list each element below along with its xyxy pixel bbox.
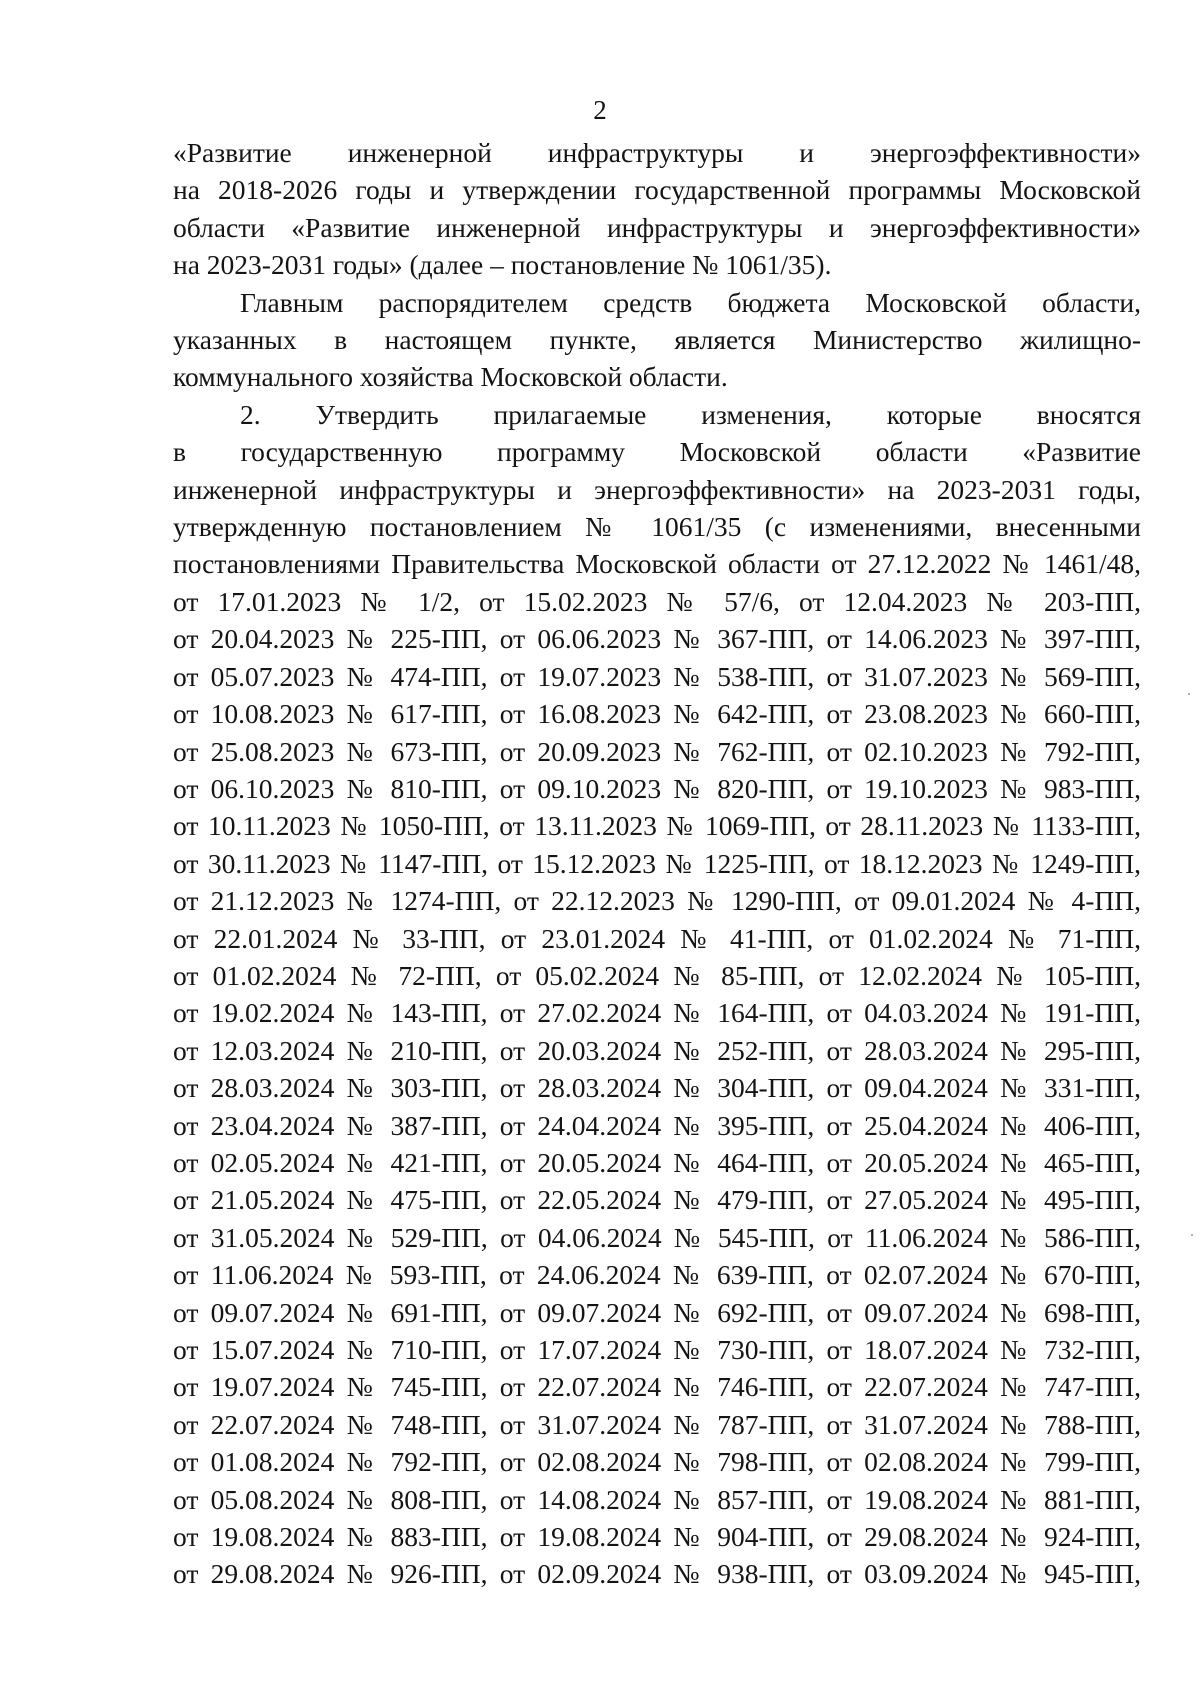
text-line: от 01.02.2024 № 72-ПП, от 05.02.2024 № 85-ПП, от 12.02.2024 № 105-ПП, bbox=[173, 959, 1141, 991]
text-line: от 09.07.2024 № 691-ПП, от 09.07.2024 № 692-ПП, от 09.07.2024 № 698-ПП, bbox=[173, 1296, 1141, 1328]
text-line: от 23.04.2024 № 387-ПП, от 24.04.2024 № 395-ПП, от 25.04.2024 № 406-ПП, bbox=[173, 1109, 1141, 1141]
document-body bbox=[173, 134, 1141, 1593]
text-line: от 05.08.2024 № 808-ПП, от 14.08.2024 № 857-ПП, от 19.08.2024 № 881-ПП, bbox=[173, 1483, 1141, 1515]
text-line: от 31.05.2024 № 529-ПП, от 04.06.2024 № 545-ПП, от 11.06.2024 № 586-ПП, bbox=[173, 1221, 1141, 1253]
text-line: от 12.03.2024 № 210-ПП, от 20.03.2024 № 252-ПП, от 28.03.2024 № 295-ПП, bbox=[173, 1034, 1141, 1066]
text-line: инженерной инфраструктуры и энергоэффективности» на 2023-2031 годы, bbox=[173, 473, 1141, 505]
text-line: от 05.07.2023 № 474-ПП, от 19.07.2023 № 538-ПП, от 31.07.2023 № 569-ПП, bbox=[173, 660, 1141, 692]
page-number: 2 bbox=[593, 95, 607, 125]
text-line: «Развитие инженерной инфраструктуры и энергоэффективности» bbox=[173, 137, 1141, 168]
text-line: указанных в настоящем пункте, является Министерство жилищно- bbox=[173, 324, 1141, 356]
scan-speck bbox=[1191, 1234, 1193, 1236]
text-line: от 30.11.2023 № 1147-ПП, от 15.12.2023 № 1225-ПП, от 18.12.2023 № 1249-ПП, bbox=[173, 847, 1141, 879]
text-line: от 19.08.2024 № 883-ПП, от 19.08.2024 № 904-ПП, от 29.08.2024 № 924-ПП, bbox=[173, 1521, 1141, 1553]
text-line: области «Развитие инженерной инфраструктуры и энергоэффективности» bbox=[173, 211, 1141, 243]
text-line: от 17.01.2023 № 1/2, от 15.02.2023 № 57/6, от 12.04.2023 № 203-ПП, bbox=[173, 585, 1141, 617]
text-line: от 22.01.2024 № 33-ПП, от 23.01.2024 № 41-ПП, от 01.02.2024 № 71-ПП, bbox=[173, 922, 1141, 954]
text-line: от 20.04.2023 № 225-ПП, от 06.06.2023 № 367-ПП, от 14.06.2023 № 397-ПП, bbox=[173, 623, 1141, 655]
paragraph-first-line: Главным распорядителем средств бюджета Московской области, bbox=[240, 286, 1141, 318]
text-line: от 19.07.2024 № 745-ПП, от 22.07.2024 № 746-ПП, от 22.07.2024 № 747-ПП, bbox=[173, 1371, 1141, 1403]
text-line: на 2018-2026 годы и утверждении государственной программы Московской bbox=[173, 174, 1141, 206]
text-line: от 01.08.2024 № 792-ПП, от 02.08.2024 № 798-ПП, от 02.08.2024 № 799-ПП, bbox=[173, 1446, 1141, 1478]
text-line: от 10.08.2023 № 617-ПП, от 16.08.2023 № 642-ПП, от 23.08.2023 № 660-ПП, bbox=[173, 698, 1141, 730]
text-line: от 06.10.2023 № 810-ПП, от 09.10.2023 № 820-ПП, от 19.10.2023 № 983-ПП, bbox=[173, 772, 1141, 804]
text-line: от 25.08.2023 № 673-ПП, от 20.09.2023 № 762-ПП, от 02.10.2023 № 792-ПП, bbox=[173, 735, 1141, 767]
text-line: от 21.12.2023 № 1274-ПП, от 22.12.2023 № 1290-ПП, от 09.01.2024 № 4-ПП, bbox=[173, 885, 1141, 917]
text-line: в государственную программу Московской области «Развитие bbox=[173, 436, 1141, 468]
text-line: постановлениями Правительства Московской области от 27.12.2022 № 1461/48, bbox=[173, 548, 1141, 580]
text-line: от 28.03.2024 № 303-ПП, от 28.03.2024 № 304-ПП, от 09.04.2024 № 331-ПП, bbox=[173, 1072, 1141, 1104]
text-line: от 21.05.2024 № 475-ПП, от 22.05.2024 № 479-ПП, от 27.05.2024 № 495-ПП, bbox=[173, 1184, 1141, 1216]
text-line: от 22.07.2024 № 748-ПП, от 31.07.2024 № 787-ПП, от 31.07.2024 № 788-ПП, bbox=[173, 1408, 1141, 1440]
text-line: на 2023-2031 годы» (далее – постановление № 1061/35). bbox=[173, 249, 832, 281]
text-line: от 10.11.2023 № 1050-ПП, от 13.11.2023 № 1069-ПП, от 28.11.2023 № 1133-ПП, bbox=[173, 810, 1141, 842]
scan-speck bbox=[1188, 693, 1190, 695]
text-line: коммунального хозяйства Московской области. bbox=[173, 361, 728, 393]
text-line: от 19.02.2024 № 143-ПП, от 27.02.2024 № 164-ПП, от 04.03.2024 № 191-ПП, bbox=[173, 997, 1141, 1029]
text-line: от 29.08.2024 № 926-ПП, от 02.09.2024 № 938-ПП, от 03.09.2024 № 945-ПП, bbox=[173, 1558, 1141, 1590]
paragraph-first-line: 2. Утвердить прилагаемые изменения, которые вносятся bbox=[240, 398, 1141, 430]
text-line: от 02.05.2024 № 421-ПП, от 20.05.2024 № 464-ПП, от 20.05.2024 № 465-ПП, bbox=[173, 1146, 1141, 1178]
text-line: от 11.06.2024 № 593-ПП, от 24.06.2024 № 639-ПП, от 02.07.2024 № 670-ПП, bbox=[173, 1259, 1141, 1291]
text-line: утвержденную постановлением № 1061/35 (с изменениями, внесенными bbox=[173, 511, 1141, 543]
text-line: от 15.07.2024 № 710-ПП, от 17.07.2024 № 730-ПП, от 18.07.2024 № 732-ПП, bbox=[173, 1334, 1141, 1365]
